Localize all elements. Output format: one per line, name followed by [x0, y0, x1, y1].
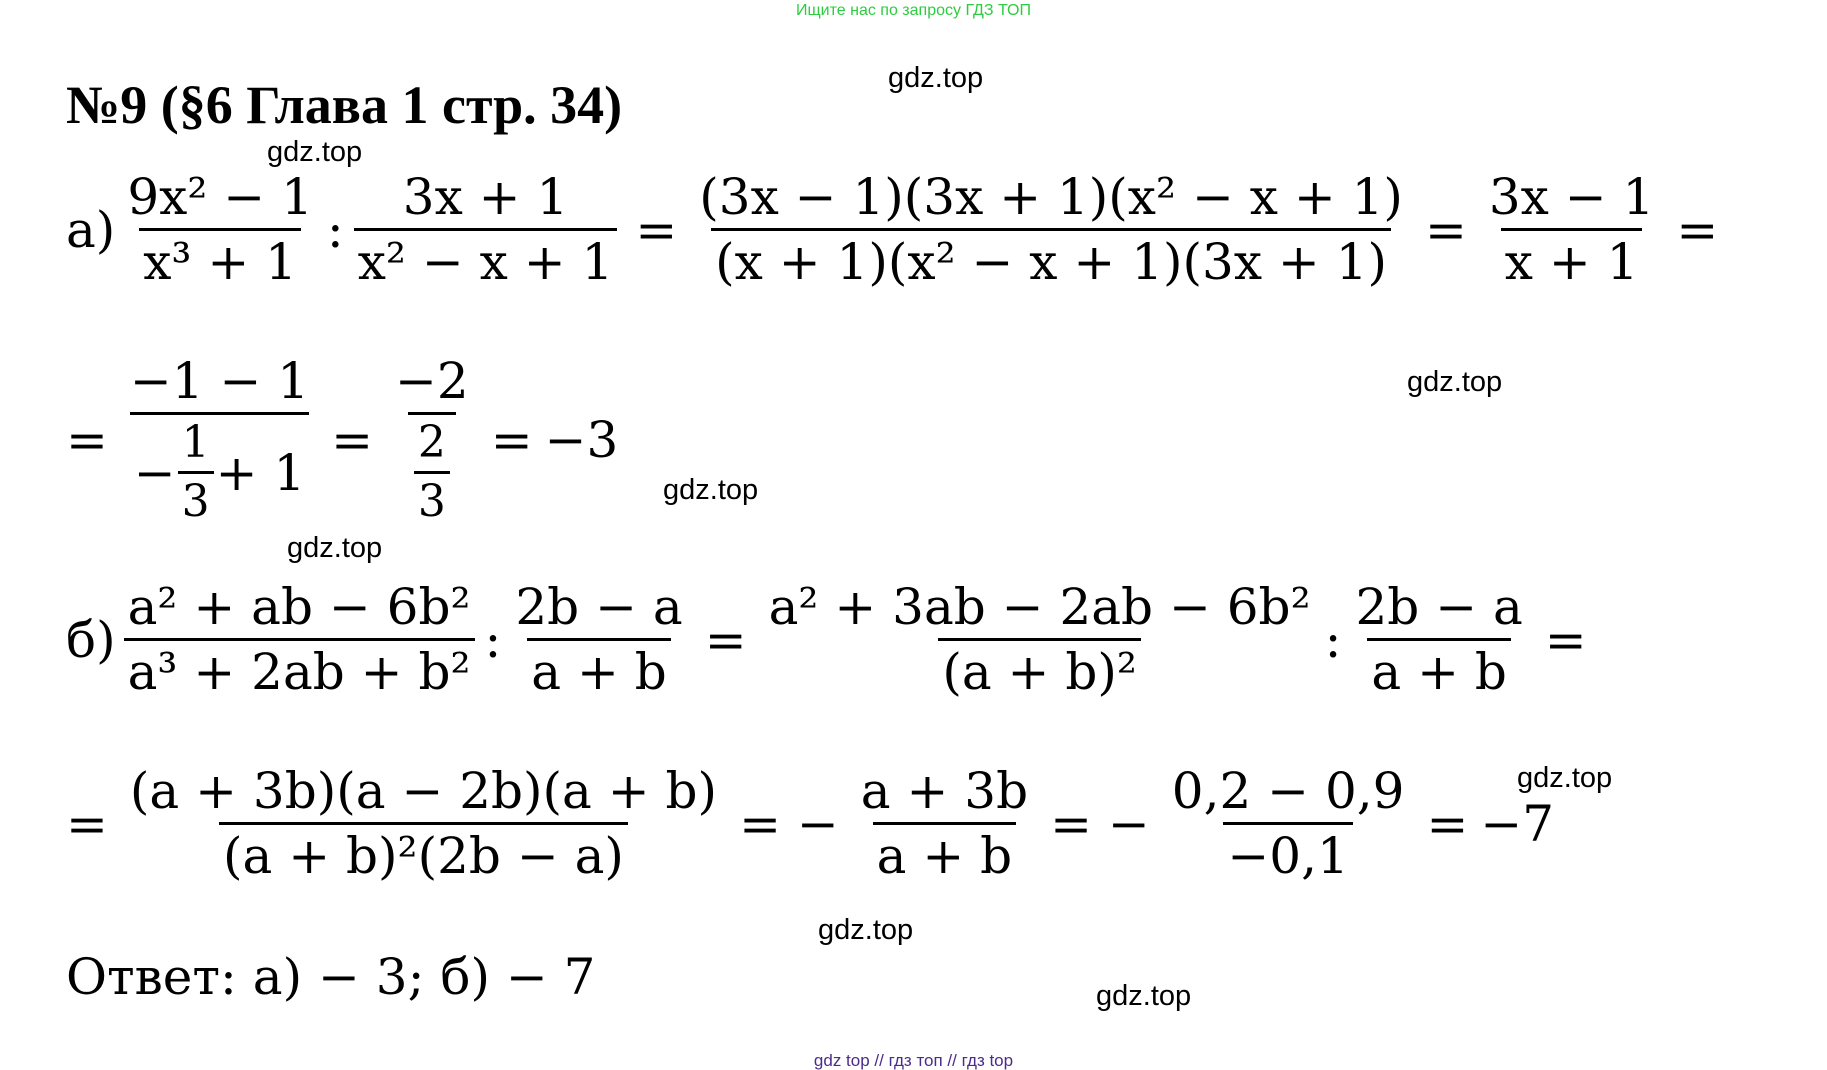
equals-minus-sign: = −: [1050, 794, 1150, 853]
fraction: [354, 168, 618, 291]
watermark: gdz.top: [663, 474, 759, 506]
fraction: [1485, 168, 1659, 291]
denominator: a + b: [1367, 638, 1511, 697]
equals-sign: =: [1426, 794, 1469, 853]
footer: gdz top // гдз топ // гдз top: [813, 1051, 1014, 1070]
fraction: [124, 578, 475, 701]
equals-sign: =: [1676, 200, 1719, 259]
denominator: 3: [178, 471, 214, 524]
denominator: x³ + 1: [139, 228, 301, 287]
watermark: gdz.top: [1517, 762, 1613, 794]
fraction: [178, 417, 214, 527]
watermark: gdz.top: [267, 136, 363, 168]
numerator: −2: [395, 352, 469, 410]
numerator: 3x + 1: [402, 168, 569, 226]
fraction: [391, 352, 473, 527]
numerator: 3x − 1: [1488, 168, 1655, 226]
denominator: x² − x + 1: [354, 228, 618, 287]
watermark: gdz.top: [287, 532, 383, 564]
numerator: 0,2 − 0,9: [1171, 762, 1405, 820]
denominator: (a + b)²: [938, 638, 1141, 697]
numerator: (3x − 1)(3x + 1)(x² − x + 1): [699, 168, 1403, 226]
top-banner: Ищите нас по запросу ГДЗ ТОП: [796, 2, 1031, 19]
fraction: [765, 578, 1315, 701]
division-sign: :: [326, 200, 344, 259]
equals-sign: =: [331, 411, 374, 469]
fraction: [123, 168, 317, 291]
fraction: [857, 762, 1032, 885]
equals-minus-sign: = −: [739, 794, 839, 853]
minus-sign: −: [133, 443, 176, 502]
numerator: 9x² − 1: [127, 168, 313, 226]
denominator: [130, 412, 310, 527]
denominator: x + 1: [1501, 228, 1643, 287]
denominator: a + b: [527, 638, 671, 697]
part-a-line-2: [66, 352, 619, 527]
division-sign: :: [1324, 610, 1342, 669]
result: −3: [544, 411, 619, 469]
numerator: 1: [181, 417, 210, 468]
equals-sign: =: [635, 200, 678, 259]
watermark: gdz.top: [818, 914, 914, 946]
numerator: −1 − 1: [129, 352, 310, 410]
denominator: 3: [414, 471, 450, 524]
numerator: 2: [417, 417, 446, 468]
part-b-label: б): [66, 610, 116, 669]
numerator: a² + ab − 6b²: [127, 578, 471, 636]
answer: Ответ: а) − 3; б) − 7: [66, 948, 596, 1006]
part-a-line-1: [66, 168, 1730, 291]
denominator: a³ + 2ab + b²: [124, 638, 475, 697]
watermark: gdz.top: [1096, 980, 1192, 1012]
division-sign: :: [484, 610, 502, 669]
denominator: a + b: [873, 822, 1017, 881]
numerator: 2b − a: [515, 578, 683, 636]
fraction: [126, 352, 313, 527]
watermark: gdz.top: [888, 62, 984, 94]
fraction: [695, 168, 1407, 291]
numerator: a² + 3ab − 2ab − 6b²: [768, 578, 1311, 636]
fraction: [511, 578, 686, 701]
denominator: [408, 412, 456, 527]
denominator: (x + 1)(x² − x + 1)(3x + 1): [711, 228, 1391, 287]
numerator: (a + 3b)(a − 2b)(a + b): [129, 762, 718, 820]
equals-sign: =: [66, 411, 108, 469]
part-a-label: а): [66, 200, 116, 259]
problem-title: №9 (§6 Глава 1 стр. 34): [66, 75, 623, 135]
part-b-line-2: [66, 762, 1555, 885]
fraction: [414, 417, 450, 527]
result: −7: [1480, 794, 1555, 853]
fraction: [126, 762, 721, 885]
fraction: [1351, 578, 1526, 701]
equals-sign: =: [66, 794, 108, 853]
watermark: gdz.top: [1407, 366, 1503, 398]
plus-term: + 1: [215, 443, 306, 502]
equals-sign: =: [1544, 610, 1587, 669]
numerator: 2b − a: [1355, 578, 1523, 636]
fraction: [1168, 762, 1409, 885]
denominator: −0,1: [1223, 822, 1352, 881]
part-b-line-1: [66, 578, 1599, 701]
denominator: (a + b)²(2b − a): [219, 822, 628, 881]
numerator: a + 3b: [860, 762, 1029, 820]
equals-sign: =: [490, 411, 533, 469]
equals-sign: =: [704, 610, 747, 669]
equals-sign: =: [1424, 200, 1467, 259]
